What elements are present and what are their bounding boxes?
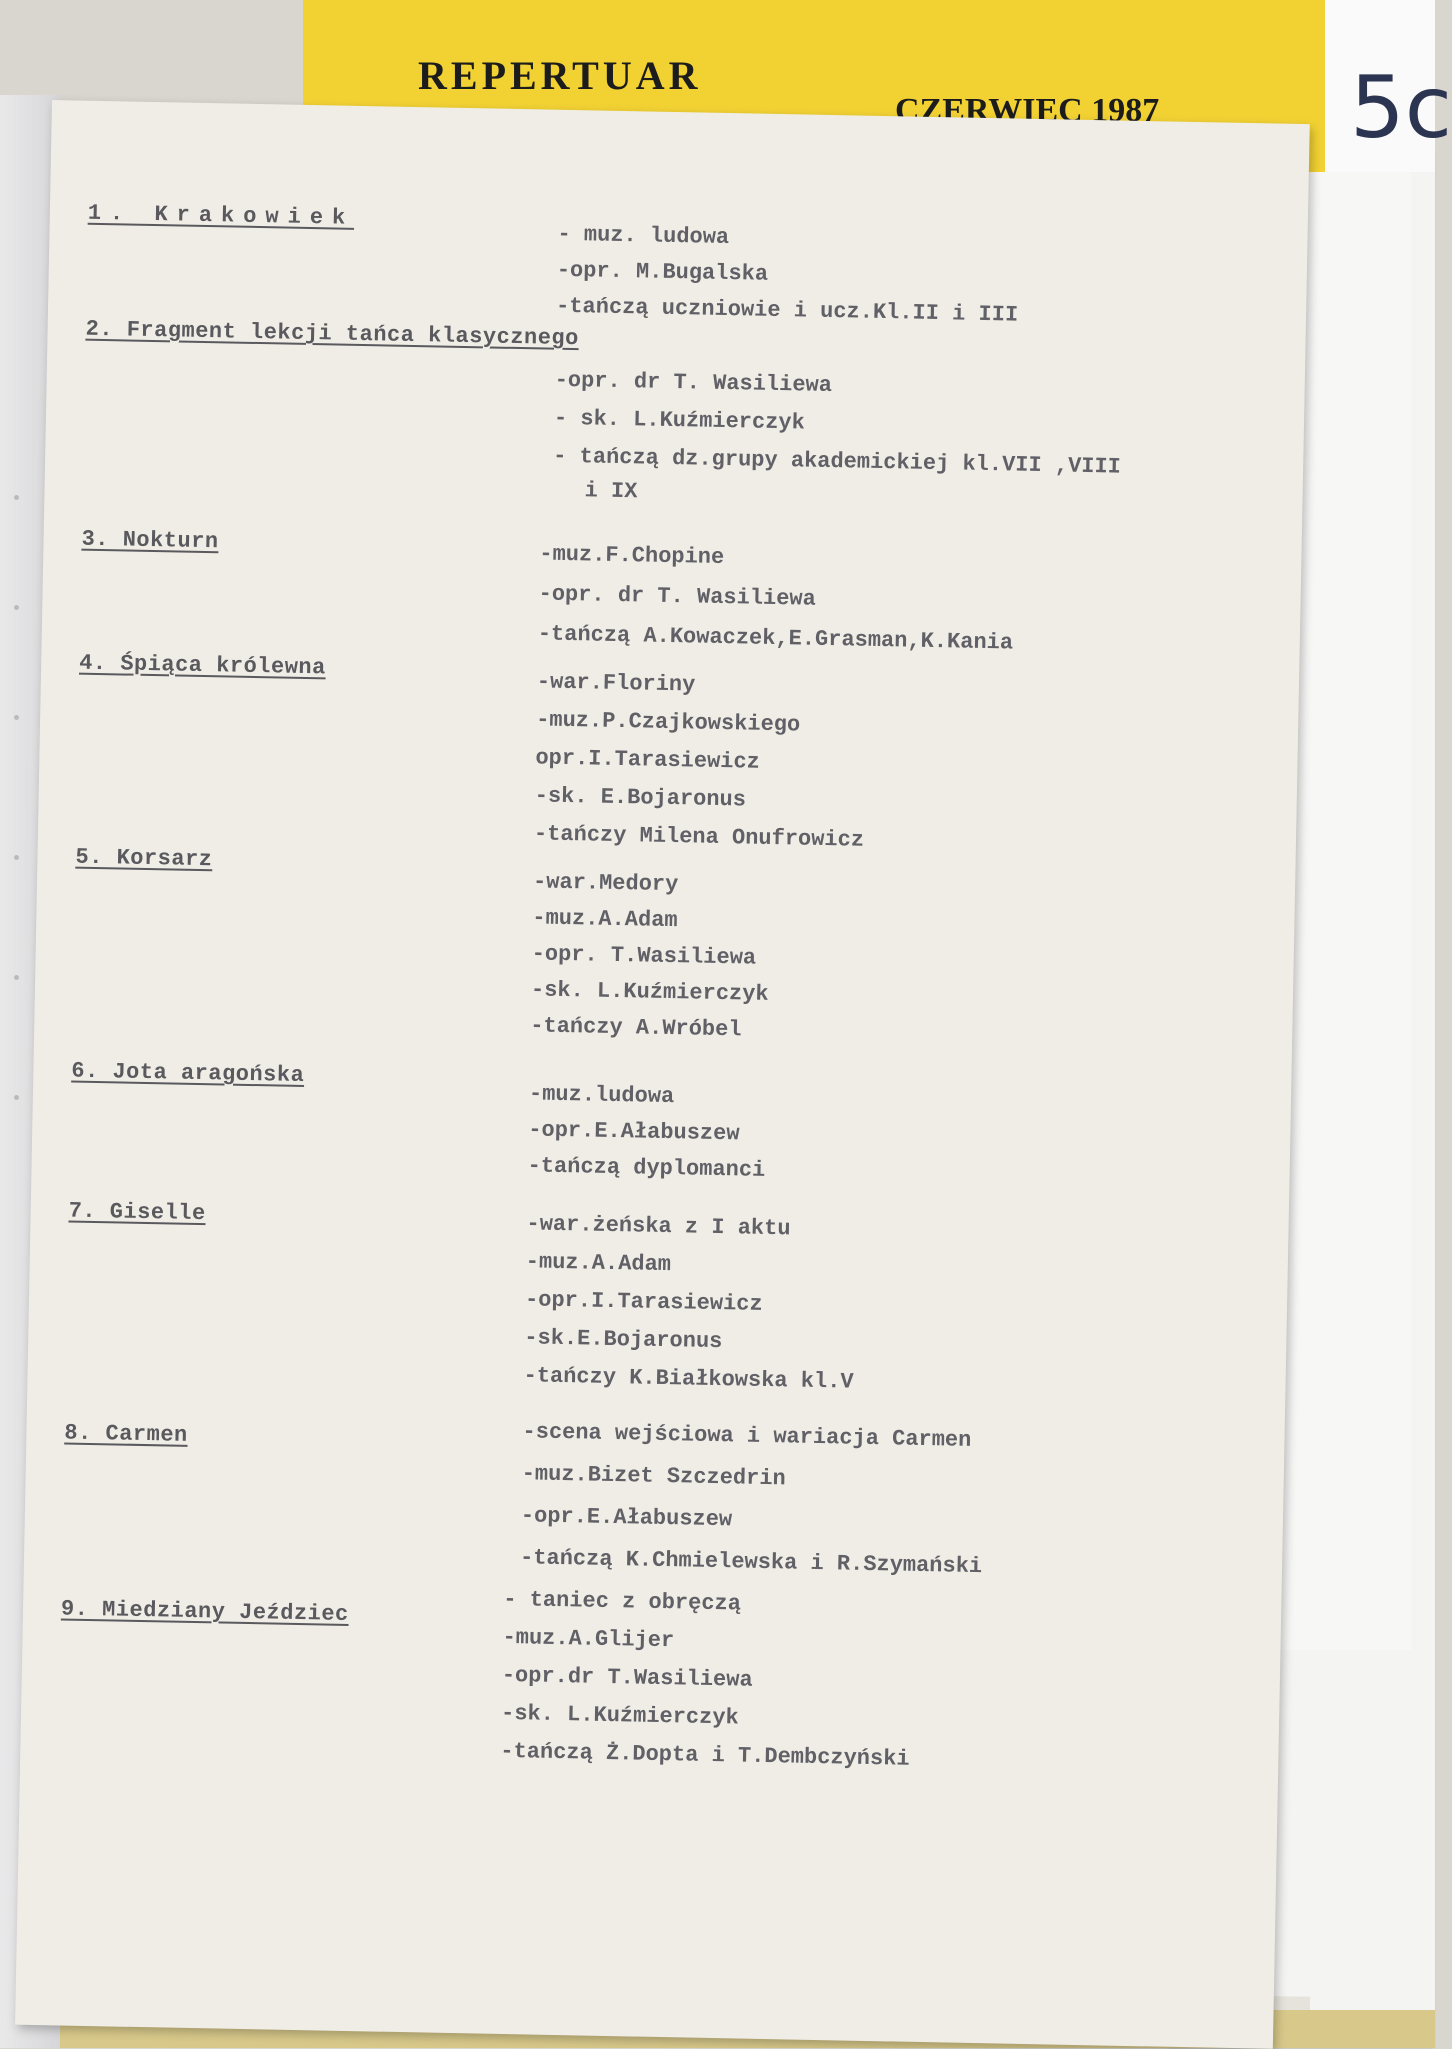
item-line: -tańczą A.Kowaczek,E.Grasman,K.Kania [537, 621, 1014, 656]
item-line: -opr.E.Ałabuszew [528, 1117, 740, 1147]
header-date: CZERWIEC 1987 [895, 92, 1160, 129]
item-line: -muz.P.Czajkowskiego [535, 707, 801, 738]
item-line: -opr. T.Wasiliewa [531, 941, 757, 971]
item-title: 5. Korsarz [75, 844, 213, 873]
item-line: -war.Medory [532, 869, 679, 898]
item-line: -muz.A.Adam [525, 1249, 672, 1278]
item-line: -muz.F.Chopine [539, 541, 725, 570]
item-line: -tańczą dyplomanci [527, 1153, 766, 1183]
item-line: -sk. E.Bojaronus [534, 783, 747, 813]
item-line: -tańczy A.Wróbel [530, 1013, 742, 1043]
item-line: -sk.E.Bojaronus [524, 1325, 723, 1355]
item-title: 7. Giselle [68, 1198, 206, 1227]
handwritten-page-mark: 5c [1350, 58, 1452, 158]
item-line: -muz.ludowa [528, 1081, 675, 1110]
item-line: -opr.I.Tarasiewicz [524, 1287, 763, 1317]
item-line: -war.żeńska z I aktu [526, 1211, 791, 1242]
item-line: -opr. dr T. Wasiliewa [538, 581, 817, 612]
item-line: -opr.E.Ałabuszew [520, 1503, 733, 1533]
typed-repertoire-sheet [15, 100, 1310, 2049]
item-line: -opr. dr T. Wasiliewa [554, 367, 833, 399]
item-title: 2. Fragment lekcji tańca klasycznego [85, 316, 580, 352]
item-line: - muz. ludowa [557, 221, 730, 251]
item-line: -tańczy K.Białkowska kl.V [523, 1363, 854, 1395]
item-line: opr.I.Tarasiewicz [535, 745, 761, 775]
item-title: 8. Carmen [64, 1420, 188, 1448]
item-line: - tańczą dz.grupy akademickiej kl.VII ,VIII [553, 443, 1122, 480]
item-line: -opr. M.Bugalska [556, 257, 769, 287]
item-line: -tańczą Ż.Dopta i T.Dembczyński [500, 1738, 910, 1772]
item-title: 6. Jota aragońska [71, 1058, 305, 1089]
item-line: - sk. L.Kuźmierczyk [553, 405, 806, 436]
item-line: -tańczą uczniowie i ucz.Kl.II i III [555, 293, 1019, 328]
item-line: -opr.dr T.Wasiliewa [501, 1662, 753, 1693]
header-title: REPERTUAR [418, 53, 702, 98]
item-line: i IX [584, 478, 638, 505]
item-title: 9. Miedziany Jeździec [60, 1596, 349, 1627]
item-line: -muz.A.Adam [532, 905, 678, 934]
item-line: -tańczą K.Chmielewska i R.Szymański [519, 1545, 983, 1580]
item-line: -war.Floriny [536, 669, 696, 698]
item-line: -sk. L.Kuźmierczyk [530, 977, 769, 1007]
item-line: -tańczy Milena Onufrowicz [533, 821, 865, 853]
item-line: -scena wejściowa i wariacja Carmen [522, 1419, 972, 1453]
item-title: 4. Śpiąca królewna [78, 650, 327, 681]
item-line: - taniec z obręczą [503, 1586, 742, 1617]
item-title: 1. Krakowiek [87, 200, 355, 231]
item-line: -muz.A.Glijer [502, 1624, 675, 1654]
item-title: 3. Nokturn [81, 526, 219, 555]
item-line: -muz.Bizet Szczedrin [521, 1461, 786, 1492]
item-line: -sk. L.Kuźmierczyk [500, 1700, 739, 1731]
